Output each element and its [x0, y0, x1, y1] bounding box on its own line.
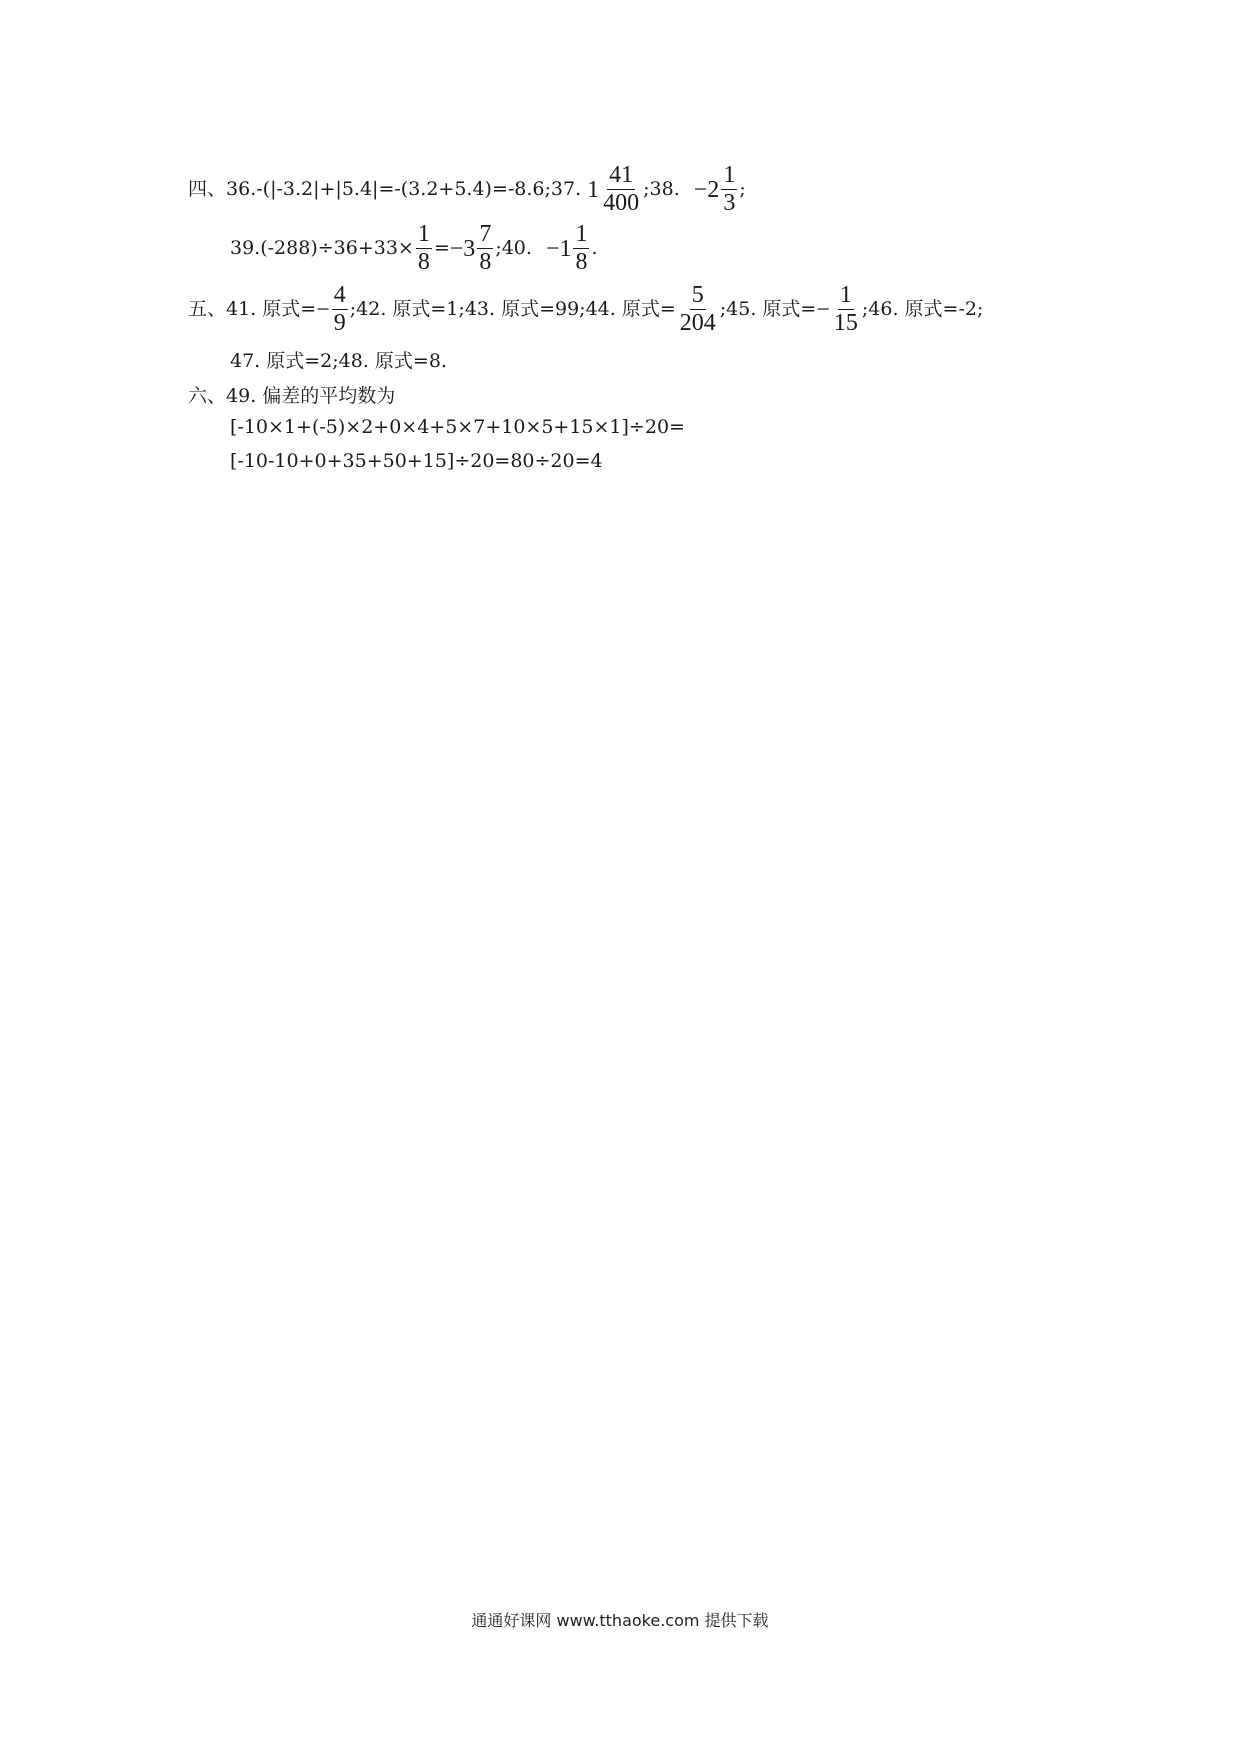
section-5-line-2: [230, 352, 447, 371]
fraction-41: [332, 283, 348, 336]
answer-46-text: ;46. 原式=-2;: [861, 298, 984, 321]
section-4-marker: 四、: [188, 178, 227, 201]
answer-45-label: ;45. 原式=: [719, 298, 817, 321]
fraction-37: [601, 163, 641, 216]
answer-36-text: 36.-(|-3.2|+|5.4|=-(3.2+5.4)=-8.6;37.: [226, 178, 582, 201]
mixed-number-whole: −1: [545, 235, 572, 262]
mixed-number-whole: 1: [587, 176, 600, 203]
section-4-line-1: [188, 163, 746, 216]
fraction-numerator: 1: [416, 222, 432, 249]
fraction-38: [721, 163, 737, 216]
fraction-denominator: 8: [417, 249, 430, 276]
section-5-marker: 五、: [188, 298, 227, 321]
section-6-line-2: [230, 418, 685, 437]
answer-41-label: 41. 原式=: [226, 298, 317, 321]
fraction-numerator: 7: [477, 222, 493, 249]
section-6-marker: 六、: [188, 385, 227, 407]
fraction-denominator: 9: [333, 310, 346, 337]
answers-42-44-text: ;42. 原式=1;43. 原式=99;44. 原式=: [349, 298, 676, 321]
fraction-40: [573, 222, 589, 275]
fraction-denominator: 15: [833, 310, 858, 337]
mixed-number-whole: −2: [693, 176, 720, 203]
section-6-line-1: [188, 387, 395, 406]
footer-source-note: 通通好课网 www.tthaoke.com 提供下载: [471, 1611, 769, 1630]
answer-40-label: ;40.: [495, 237, 532, 260]
line-end-punct: .: [591, 237, 598, 260]
section-5-line-1: [188, 283, 983, 336]
fraction-denominator: 400: [603, 190, 640, 217]
fraction-numerator: 41: [607, 163, 635, 190]
fraction-denominator: 8: [479, 249, 492, 276]
fraction-numerator: 1: [838, 283, 854, 310]
fraction-denominator: 8: [575, 249, 588, 276]
mixed-number-whole: −3: [449, 235, 476, 262]
fraction-numerator: 4: [332, 283, 348, 310]
fraction-39b: [477, 222, 493, 275]
fraction-45: [832, 283, 860, 336]
answer-38-label: ;38.: [643, 178, 680, 201]
fraction-denominator: 3: [723, 190, 736, 217]
answer-49-heading: 49. 偏差的平均数为: [226, 385, 396, 407]
line-end-punct: ;: [739, 178, 746, 201]
fraction-denominator: 204: [679, 310, 716, 337]
negative-sign: −: [816, 296, 830, 323]
fraction-44: [678, 283, 718, 336]
answers-47-48-text: 47. 原式=2;48. 原式=8.: [230, 350, 447, 372]
fraction-39a: [416, 222, 432, 275]
equals-sign: =: [433, 237, 450, 260]
section-6-line-3: [230, 452, 603, 471]
answer-49-formula-1: [-10×1+(-5)×2+0×4+5×7+10×5+15×1]÷20=: [230, 416, 685, 438]
negative-sign: −: [316, 296, 330, 323]
section-4-line-2: [230, 222, 598, 275]
answer-49-formula-2: [-10-10+0+35+50+15]÷20=80÷20=4: [230, 450, 603, 472]
fraction-numerator: 5: [690, 283, 706, 310]
fraction-numerator: 1: [721, 163, 737, 190]
fraction-numerator: 1: [573, 222, 589, 249]
answer-39-text: 39.(-288)÷36+33×: [230, 237, 414, 260]
